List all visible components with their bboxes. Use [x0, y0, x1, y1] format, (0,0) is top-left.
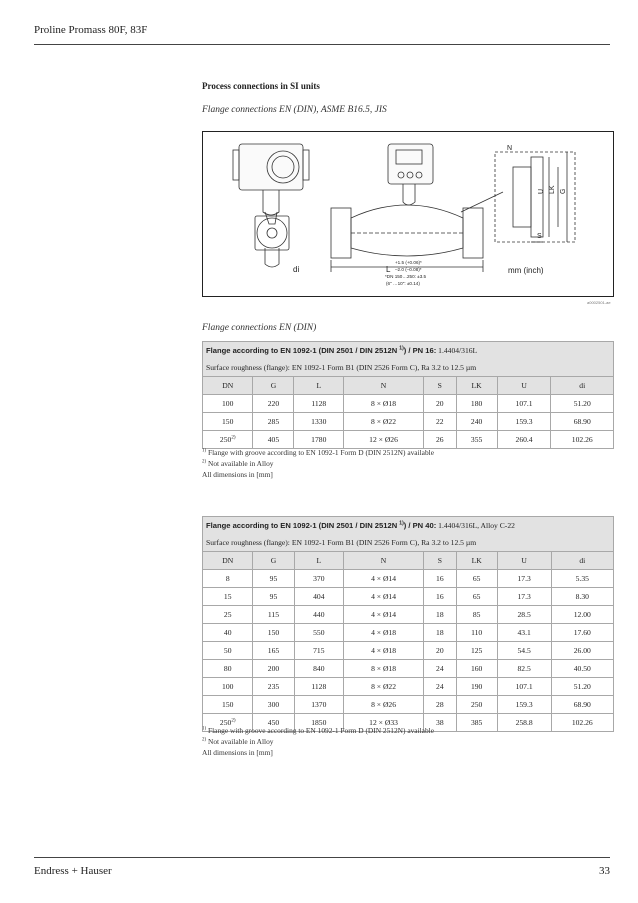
cell-n: 4 × Ø14	[344, 588, 424, 606]
cell-l: 840	[294, 660, 344, 678]
cell-u: 260.4	[497, 431, 551, 449]
cell-s: 20	[423, 395, 456, 413]
cell-lk: 110	[456, 624, 497, 642]
col-header: G	[253, 552, 294, 570]
side-view-drawing	[233, 144, 309, 267]
column-header-row	[203, 377, 614, 395]
roughness-cell: Surface roughness (flange): EN 1092-1 Form B1 (DIN 2526 Form C), Ra 3.2 to 12.5 µm	[203, 534, 614, 552]
table-row	[203, 660, 614, 678]
cell-l: 440	[294, 606, 344, 624]
cell-u: 82.5	[497, 660, 551, 678]
cell-g: 405	[253, 431, 294, 449]
table-row	[203, 624, 614, 642]
table-row	[203, 570, 614, 588]
units-note: mm (inch)	[508, 266, 544, 275]
cell-di: 68.90	[551, 696, 613, 714]
tolerance-line-2: –2.0 (–0.08)*	[395, 267, 422, 272]
cell-g: 150	[253, 624, 294, 642]
cell-lk: 385	[456, 714, 497, 732]
cell-lk: 250	[456, 696, 497, 714]
cell-n: 8 × Ø18	[344, 395, 424, 413]
cell-n: 4 × Ø14	[344, 606, 424, 624]
label-di: di	[293, 265, 300, 274]
cell-dn: 25	[203, 606, 253, 624]
cell-u: 17.3	[497, 570, 551, 588]
col-header: U	[497, 552, 551, 570]
front-view-drawing	[331, 144, 483, 272]
cell-di: 5.35	[551, 570, 613, 588]
cell-lk: 125	[456, 642, 497, 660]
cell-s: 24	[424, 660, 457, 678]
cell-n: 4 × Ø14	[344, 570, 424, 588]
roughness-row	[203, 534, 614, 552]
table-row	[203, 696, 614, 714]
cell-lk: 65	[456, 588, 497, 606]
footer-rule	[34, 857, 610, 858]
cell-u: 107.1	[497, 678, 551, 696]
cell-g: 220	[253, 395, 294, 413]
cell-s: 20	[424, 642, 457, 660]
tolerance-line-1: +1.5 (+0.06)*	[395, 260, 422, 265]
flange-detail-drawing	[461, 152, 575, 242]
cell-lk: 355	[456, 431, 497, 449]
footnote-3: All dimensions in [mm]	[202, 470, 273, 479]
table-row	[203, 678, 614, 696]
cell-s: 22	[423, 413, 456, 431]
cell-dn: 150	[203, 696, 253, 714]
cell-l: 1128	[294, 395, 344, 413]
footnote-1: $^{1)}$ Flange with groove according to EN 1092-1 Form D (DIN 2512N) available	[202, 726, 434, 735]
cell-n: 4 × Ø18	[344, 642, 424, 660]
cell-lk: 180	[456, 395, 497, 413]
footnote-3: All dimensions in [mm]	[202, 748, 273, 757]
footnote-1: $^{1)}$ Flange with groove according to EN 1092-1 Form D (DIN 2512N) available	[202, 448, 434, 457]
col-header: S	[424, 552, 457, 570]
cell-s: 28	[424, 696, 457, 714]
table-caption: Flange connections EN (DIN)	[202, 323, 317, 333]
label-LK: LK	[549, 185, 556, 194]
cell-l: 1370	[294, 696, 344, 714]
footnote-2: $^{2)}$ Not available in Alloy	[202, 737, 274, 746]
col-header: G	[253, 377, 294, 395]
cell-l: 404	[294, 588, 344, 606]
section-title: Process connections in SI units	[202, 81, 320, 91]
cell-di: 102.26	[551, 714, 613, 732]
cell-g: 115	[253, 606, 294, 624]
label-L: L	[386, 265, 391, 274]
cell-di: 51.20	[551, 678, 613, 696]
cell-l: 1128	[294, 678, 344, 696]
cell-dn: 250$^{2)}$	[203, 714, 253, 732]
header-rule	[34, 44, 610, 45]
cell-di: 17.60	[551, 624, 613, 642]
cell-lk: 190	[456, 678, 497, 696]
tolerance-line-3: *DN 150…250: ±3.5	[385, 274, 427, 279]
cell-u: 159.3	[497, 696, 551, 714]
col-header: L	[294, 377, 344, 395]
cell-n: 12 × Ø33	[344, 714, 424, 732]
cell-s: 24	[424, 678, 457, 696]
roughness-row	[203, 359, 614, 377]
col-header: U	[497, 377, 551, 395]
label-U: U	[538, 188, 545, 194]
cell-g: 95	[253, 570, 294, 588]
cell-dn: 150	[203, 413, 253, 431]
cell-dn: 100	[203, 678, 253, 696]
column-header-row	[203, 552, 614, 570]
cell-di: 8.30	[551, 588, 613, 606]
label-S: S	[537, 233, 542, 240]
col-header: L	[294, 552, 344, 570]
cell-dn: 40	[203, 624, 253, 642]
cell-n: 8 × Ø26	[344, 696, 424, 714]
cell-dn: 8	[203, 570, 253, 588]
drawing-caption: Flange connections EN (DIN), ASME B16.5, JIS	[202, 105, 387, 115]
footer-brand: Endress + Hauser	[34, 865, 112, 877]
col-header: DN	[203, 377, 253, 395]
cell-s: 26	[423, 431, 456, 449]
table-body	[203, 395, 614, 449]
cell-l: 1780	[294, 431, 344, 449]
col-header: N	[344, 377, 424, 395]
cell-dn: 100	[203, 395, 253, 413]
page-number: 33	[599, 865, 610, 877]
cell-di: 102.26	[551, 431, 614, 449]
cell-dn: 15	[203, 588, 253, 606]
cell-u: 43.1	[497, 624, 551, 642]
table-row	[203, 606, 614, 624]
table-row	[203, 395, 614, 413]
label-N: N	[507, 145, 513, 152]
dimension-drawing	[202, 131, 614, 297]
page-header-title: Proline Promass 80F, 83F	[34, 24, 148, 36]
tolerance-line-4: (6" …10": ±0.14)	[386, 281, 420, 286]
col-header: di	[551, 552, 613, 570]
table-header-cell: Flange according to EN 1092-1 (DIN 2501 / DIN 2512N $^{1)}$) / PN 40: 1.4404/316L, Alloy C-22	[203, 517, 614, 535]
cell-lk: 240	[456, 413, 497, 431]
cell-u: 17.3	[497, 588, 551, 606]
table-row	[203, 413, 614, 431]
cell-g: 165	[253, 642, 294, 660]
col-header: DN	[203, 552, 253, 570]
cell-u: 159.3	[497, 413, 551, 431]
cell-dn: 250$^{2)}$	[203, 431, 253, 449]
cell-n: 4 × Ø18	[344, 624, 424, 642]
cell-l: 370	[294, 570, 344, 588]
table-row	[203, 642, 614, 660]
cell-lk: 85	[456, 606, 497, 624]
cell-g: 200	[253, 660, 294, 678]
cell-n: 8 × Ø22	[344, 678, 424, 696]
image-id: a0002501-ae	[587, 300, 611, 305]
cell-u: 107.1	[497, 395, 551, 413]
cell-lk: 65	[456, 570, 497, 588]
cell-di: 51.20	[551, 395, 614, 413]
col-header: LK	[456, 552, 497, 570]
col-header: LK	[456, 377, 497, 395]
flange-table-pn40	[202, 516, 614, 732]
cell-g: 450	[253, 714, 294, 732]
cell-s: 16	[424, 570, 457, 588]
table-row	[203, 431, 614, 449]
cell-g: 235	[253, 678, 294, 696]
cell-l: 550	[294, 624, 344, 642]
cell-u: 258.8	[497, 714, 551, 732]
cell-u: 28.5	[497, 606, 551, 624]
cell-g: 95	[253, 588, 294, 606]
cell-n: 8 × Ø18	[344, 660, 424, 678]
cell-di: 12.00	[551, 606, 613, 624]
cell-l: 1850	[294, 714, 344, 732]
table-header-cell: Flange according to EN 1092-1 (DIN 2501 / DIN 2512N $^{1)}$) / PN 16: 1.4404/316L	[203, 342, 614, 360]
cell-s: 16	[424, 588, 457, 606]
cell-l: 1330	[294, 413, 344, 431]
cell-s: 38	[424, 714, 457, 732]
table-header-row	[203, 517, 614, 535]
cell-n: 8 × Ø22	[344, 413, 424, 431]
table-row	[203, 588, 614, 606]
cell-dn: 50	[203, 642, 253, 660]
cell-g: 300	[253, 696, 294, 714]
cell-di: 68.90	[551, 413, 614, 431]
flange-table-pn16	[202, 341, 614, 449]
roughness-cell: Surface roughness (flange): EN 1092-1 Form B1 (DIN 2526 Form C), Ra 3.2 to 12.5 µm	[203, 359, 614, 377]
table2-notes	[202, 725, 434, 758]
label-G: G	[560, 188, 567, 194]
cell-l: 715	[294, 642, 344, 660]
cell-s: 18	[424, 606, 457, 624]
cell-lk: 160	[456, 660, 497, 678]
footnote-2: $^{2)}$ Not available in Alloy	[202, 459, 274, 468]
table1-notes	[202, 447, 434, 480]
cell-di: 26.00	[551, 642, 613, 660]
cell-dn: 80	[203, 660, 253, 678]
table-body	[203, 570, 614, 732]
col-header: di	[551, 377, 614, 395]
col-header: N	[344, 552, 424, 570]
cell-di: 40.50	[551, 660, 613, 678]
table-header-row	[203, 342, 614, 360]
cell-s: 18	[424, 624, 457, 642]
cell-u: 54.5	[497, 642, 551, 660]
cell-g: 285	[253, 413, 294, 431]
cell-n: 12 × Ø26	[344, 431, 424, 449]
col-header: S	[423, 377, 456, 395]
